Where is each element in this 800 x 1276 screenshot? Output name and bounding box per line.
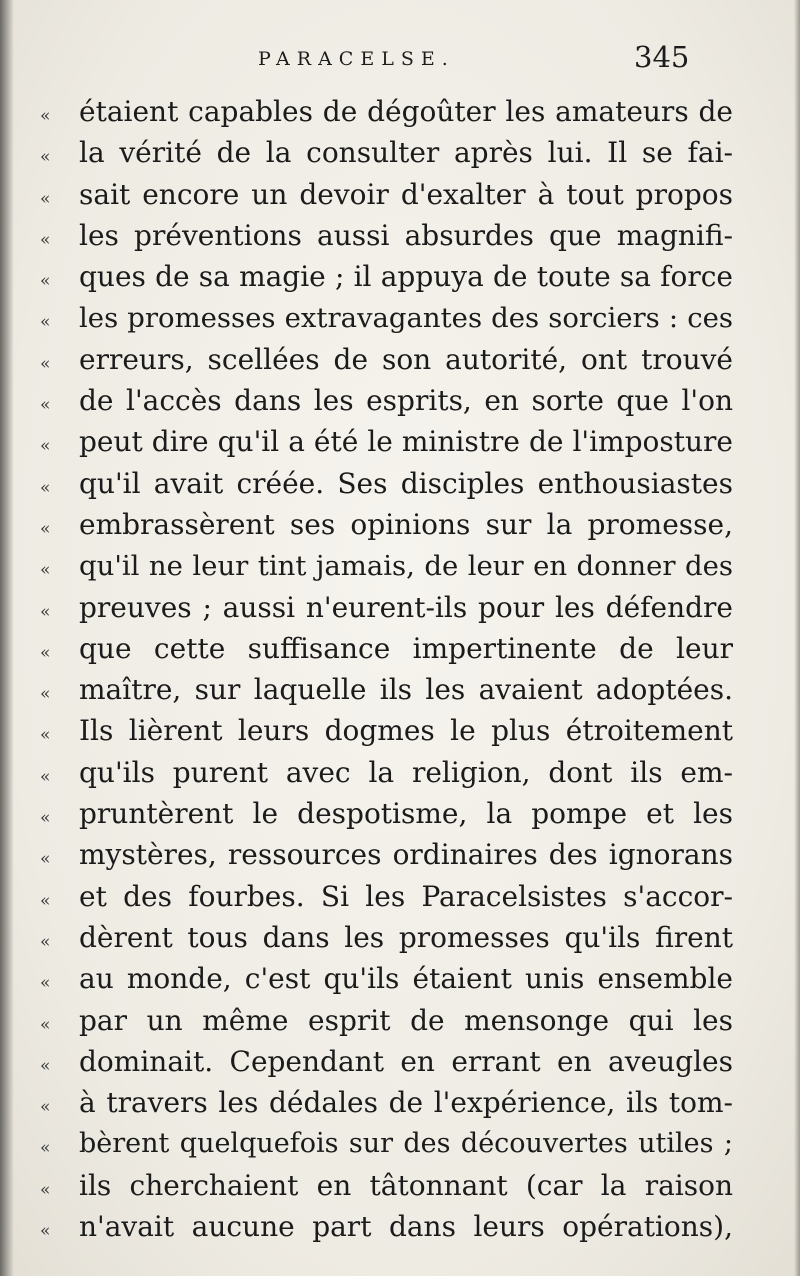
line-text: mystères, ressources ordinaires des ignorans	[79, 838, 733, 872]
text-line	[40, 837, 733, 878]
text-line	[40, 424, 733, 465]
text-line	[40, 879, 733, 920]
line-text: preuves ; aussi n'eurent-ils pour les défendre	[79, 590, 733, 624]
quotation-mark: «	[40, 1055, 51, 1076]
text-line	[40, 796, 733, 837]
text-line	[40, 920, 733, 961]
page-header	[0, 40, 800, 80]
quotation-mark: «	[40, 642, 51, 663]
line-text: à travers les dédales de l'expérience, ils tom-	[79, 1086, 733, 1120]
page-gutter-shadow	[0, 0, 14, 1276]
quotation-mark: «	[40, 518, 51, 539]
quotation-mark: «	[40, 890, 51, 911]
quotation-mark: «	[40, 436, 51, 457]
text-line	[40, 259, 733, 300]
quotation-mark: «	[40, 766, 51, 787]
text-line	[40, 383, 733, 424]
line-text: et des fourbes. Si les Paracelsistes s'accor-	[79, 879, 733, 913]
quotation-mark: «	[40, 1097, 51, 1118]
page-number: 345	[634, 40, 690, 74]
quotation-mark: «	[40, 477, 51, 498]
line-text: dèrent tous dans les promesses qu'ils firent	[79, 920, 733, 954]
quotation-mark: «	[40, 353, 51, 374]
text-line	[40, 1085, 733, 1126]
line-text: maître, sur laquelle ils les avaient adoptées.	[79, 673, 733, 707]
line-text: de l'accès dans les esprits, en sorte que l'on	[79, 384, 733, 418]
line-text: erreurs, scellées de son autorité, ont trouvé	[79, 342, 733, 376]
line-text: ils cherchaient en tâtonnant (car la raison	[79, 1168, 733, 1202]
text-line	[40, 631, 733, 672]
text-line	[40, 1168, 733, 1209]
quotation-mark: «	[40, 1221, 51, 1242]
text-line	[40, 218, 733, 259]
text-line	[40, 548, 733, 589]
line-text: qu'ils purent avec la religion, dont ils em-	[79, 755, 733, 789]
text-line	[40, 300, 733, 341]
line-text: sait encore un devoir d'exalter à tout propos	[79, 177, 733, 211]
quotation-mark: «	[40, 188, 51, 209]
text-line	[40, 466, 733, 507]
text-line	[40, 1044, 733, 1085]
line-text: les promesses extravagantes des sorciers : ces	[79, 302, 733, 335]
line-text: pruntèrent le despotisme, la pompe et les	[79, 797, 733, 831]
quotation-mark: «	[40, 229, 51, 250]
line-text: les préventions aussi absurdes que magnifi-	[79, 218, 733, 252]
quotation-mark: «	[40, 1179, 51, 1200]
line-text: qu'il avait créée. Ses disciples enthousiastes	[79, 466, 733, 500]
quotation-mark: «	[40, 147, 51, 168]
quotation-mark: «	[40, 271, 51, 292]
text-line	[40, 94, 733, 135]
quotation-mark: «	[40, 312, 51, 333]
line-text: que cette suffisance impertinente de leur	[79, 631, 733, 665]
text-line	[40, 672, 733, 713]
text-line	[40, 507, 733, 548]
quotation-mark: «	[40, 106, 51, 126]
quotation-mark: «	[40, 1014, 51, 1035]
line-text: au monde, c'est qu'ils étaient unis ensemble	[79, 962, 733, 996]
text-body	[40, 94, 733, 1250]
quotation-mark: «	[40, 601, 51, 622]
quotation-mark: «	[40, 725, 51, 746]
line-text: étaient capables de dégoûter les amateurs de	[79, 95, 733, 128]
line-text: la vérité de la consulter après lui. Il se fai-	[79, 136, 733, 170]
line-text: ques de sa magie ; il appuya de toute sa force	[79, 260, 733, 294]
text-line	[40, 1209, 733, 1250]
running-head: PARACELSE.	[258, 48, 455, 70]
quotation-mark: «	[40, 849, 51, 870]
text-line	[40, 342, 733, 383]
line-text: dominait. Cependant en errant en aveugles	[79, 1044, 733, 1078]
quotation-mark: «	[40, 684, 51, 705]
text-line	[40, 755, 733, 796]
line-text: Ils lièrent leurs dogmes le plus étroitement	[79, 714, 733, 748]
line-text: bèrent quelquefois sur des découvertes utiles ;	[79, 1128, 733, 1160]
quotation-mark: «	[40, 395, 51, 416]
line-text: par un même esprit de mensonge qui les	[79, 1003, 733, 1037]
text-line	[40, 135, 733, 176]
line-text: embrassèrent ses opinions sur la promesse,	[79, 507, 733, 541]
line-text: n'avait aucune part dans leurs opérations),	[79, 1210, 733, 1244]
text-line	[40, 177, 733, 218]
line-text: qu'il ne leur tint jamais, de leur en donner des	[79, 550, 733, 583]
quotation-mark: «	[40, 973, 51, 994]
page-edge-shadow	[794, 0, 800, 1276]
text-line	[40, 713, 733, 754]
quotation-mark: «	[40, 931, 51, 952]
text-line	[40, 590, 733, 631]
quotation-mark: «	[40, 560, 51, 581]
line-text: peut dire qu'il a été le ministre de l'imposture	[79, 425, 733, 459]
text-line	[40, 961, 733, 1002]
text-line	[40, 1003, 733, 1044]
quotation-mark: «	[40, 1138, 51, 1159]
text-line	[40, 1126, 733, 1167]
quotation-mark: «	[40, 808, 51, 829]
